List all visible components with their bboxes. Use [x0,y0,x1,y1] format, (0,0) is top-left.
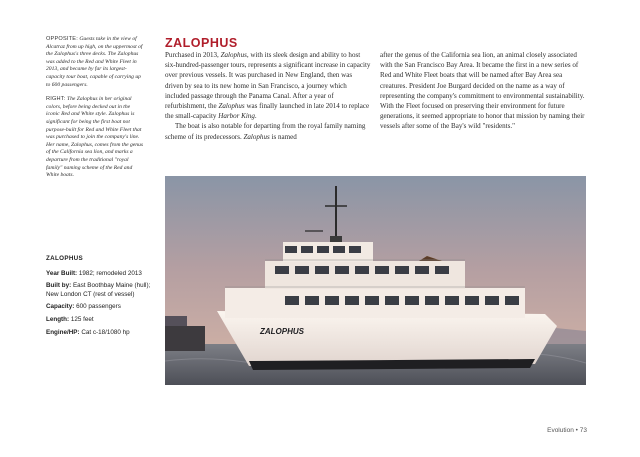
caption-right-lead: RIGHT: [46,96,66,103]
text-run: is named [271,132,297,141]
article-title: ZALOPHUS [165,36,238,50]
spec-engine-value: Cat c-18/1080 hp [81,328,130,336]
article-paragraph-1 [165,50,371,121]
spec-length [46,316,158,325]
spec-year-value: 1982; remodeled 2013 [78,269,142,277]
spec-length-value: 125 feet [70,315,94,323]
text-run: Purchased in 2013, [165,51,219,59]
boat-name-italic: Zalophus [243,132,270,141]
caption-right [46,96,144,180]
article-column-1 [165,50,371,142]
spec-engine-label: Engine/HP: [46,328,80,336]
spec-builder [46,282,158,299]
text-run: was finally launched in late 2014 to replace the small-capacity [165,102,370,121]
page-footer [547,427,587,434]
spec-builder-value: East Boothbay Maine (hull); New London CT (rest of vessel) [46,282,151,298]
hull-name-text: ZALOPHUS [260,327,304,336]
footer-separator: • [575,427,578,434]
spec-year [46,270,158,279]
spec-box [46,255,158,341]
text-run: . [254,112,257,121]
boat-name-italic: Zalophus [218,102,245,111]
boat-name-italic: Zalophus [220,51,247,59]
article-column-2 [380,50,586,132]
caption-right-text: The Zalophus in her original colors, before being decked out in the iconic Red and White style. Zalophus is significant for being the first boat not purpose-built for Red and White Fleet that was purchased to join the company's line. Her name, Zalophus, comes from the genus of the California sea lion, and marks a departure from the traditional "royal family" naming scheme of the Red and White boats. [46,96,144,179]
caption-opposite-text: Guests take in the view of Alcatraz from up high, on the uppermost of the Zalophus's three decks. The Zalophus was added to the Red and White Fleet in 2013, and became by far its largest-capacity tour boat, capable of carrying up to 600 passengers. [46,36,143,88]
caption-opposite-lead: OPPOSITE: [46,36,78,42]
ferry-photo [165,176,586,385]
text-run: The boat is also notable for departing from the royal family naming scheme of its predecessors. [165,122,366,141]
footer-section: Evolution [547,427,574,434]
text-run: , with its sleek design and ability to host six-hundred-passenger tours, represents a significant increase in capacity over previous vessels. It was purchased in New England, then was driven by sea to its new home in San Francisco, a journey which included passage through the Panama Canal. After a year of refurbishment, the [165,51,371,111]
sidebar-captions [46,36,144,187]
spec-capacity-label: Capacity: [46,303,75,311]
boat-name-italic: Harbor King [218,112,255,121]
page-number: 73 [579,427,587,434]
article-paragraph-2-continued: after the genus of the California sea lion, an animal closely associated with the San Francisco Bay Area. It became the first in a new series of Red and White Fleet boats that will be named after Bay Area sea creatures. President Joe Burgard decided on the name as a way of representing the company's commitment to environmental sustainability. With the Fleet focused on preserving their environment for future generations, it seemed appropriate to honor that mission by naming their vessels after some of the Bay's wild "residents." [380,51,585,131]
spec-length-label: Length: [46,315,70,323]
spec-engine [46,329,158,338]
spec-builder-label: Built by: [46,282,72,290]
article-paragraph-2 [165,121,371,141]
spec-year-label: Year Built: [46,269,78,277]
spec-heading: ZALOPHUS [46,255,84,262]
spec-capacity [46,303,158,312]
spec-capacity-value: 600 passengers [76,303,121,311]
caption-opposite [46,36,144,89]
